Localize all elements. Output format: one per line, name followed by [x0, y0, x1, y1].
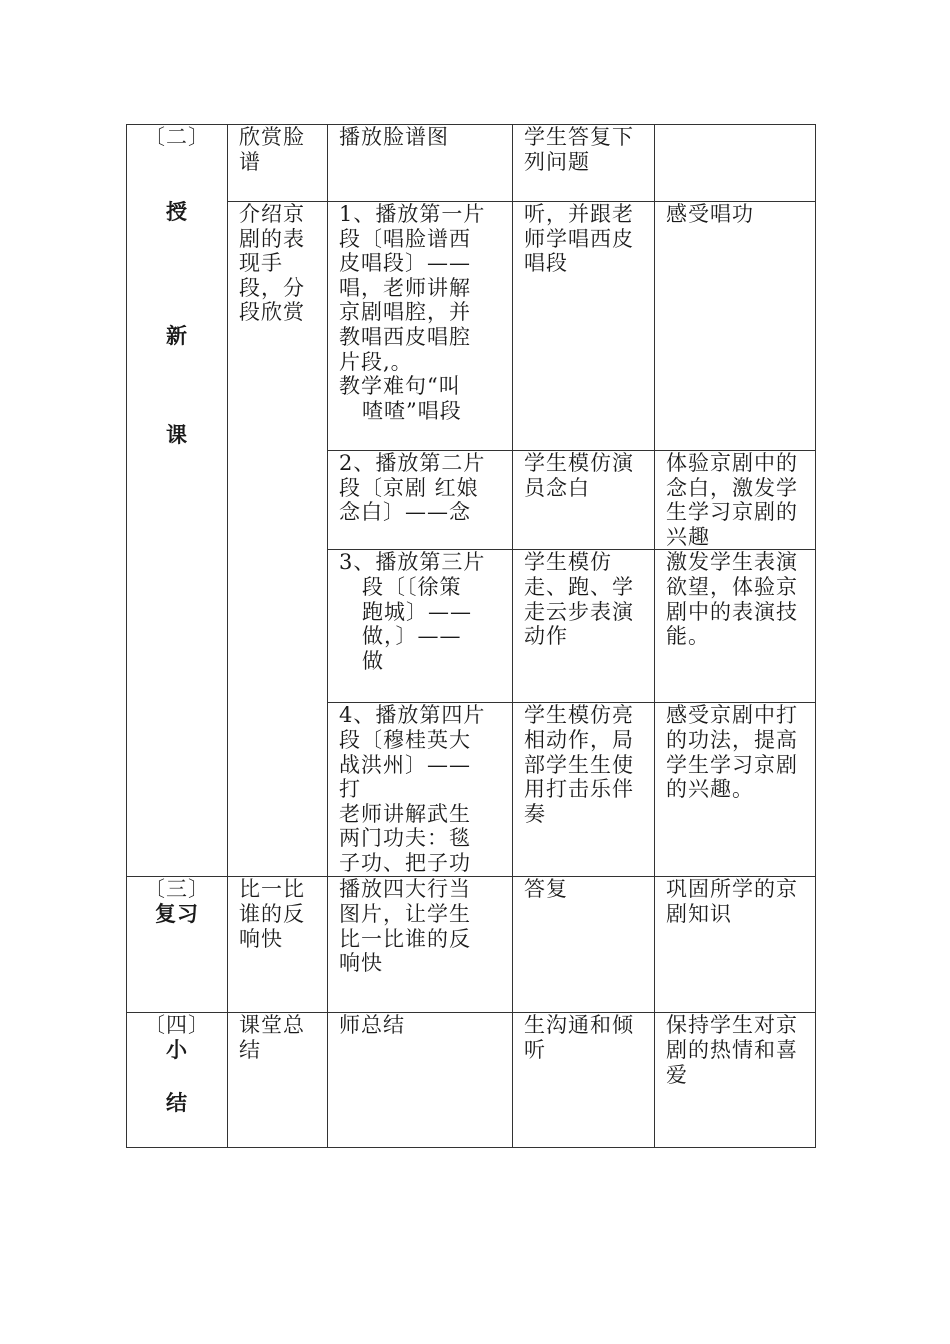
purpose-cell: [655, 125, 816, 202]
lesson-plan-table: [126, 124, 816, 1148]
content-text: 欣赏脸 谱: [239, 125, 305, 174]
teacher-activity-text: 1、播放第一片 段〔唱脸谱西 皮唱段〕—— 唱，老师讲解 京剧唱腔，并 教唱西皮唱腔 片段,。 教学难句“叫 喳喳”唱段: [339, 202, 486, 423]
table-row: [127, 1013, 816, 1148]
teacher-activity-cell: [328, 202, 513, 451]
content-cell: [228, 125, 328, 202]
student-activity-text: 学生模仿亮 相动作，局 部学生生使 用打击乐伴 奏: [524, 703, 634, 826]
teacher-activity-text: 4、播放第四片 段〔穆桂英大 战洪州〕—— 打 老师讲解武生 两门功夫：毯 子功、把子功: [339, 703, 486, 875]
student-activity-text: 听，并跟老 师学唱西皮 唱段: [524, 202, 634, 276]
table-row: [127, 202, 816, 451]
section-cell-summary: [127, 1013, 228, 1148]
student-activity-cell: [513, 1013, 655, 1148]
teacher-activity-cell: [328, 451, 513, 550]
section-title-char: 课: [166, 421, 188, 447]
content-text: 课堂总 结: [239, 1013, 305, 1062]
purpose-text: 感受京剧中打 的功法，提高 学生学习京剧 的兴趣。: [666, 703, 798, 802]
section-cell-review: [127, 877, 228, 1013]
purpose-text: 巩固所学的京 剧知识: [666, 877, 798, 926]
student-activity-cell: [513, 703, 655, 877]
student-activity-cell: [513, 125, 655, 202]
section-title-char: 小: [166, 1036, 188, 1062]
table-row: [127, 877, 816, 1013]
student-activity-text: 学生模仿 走、跑、学 走云步表演 动作: [524, 550, 634, 649]
section-title: 复习: [155, 900, 199, 926]
purpose-cell: [655, 1013, 816, 1148]
content-text: 介绍京 剧的表 现手 段，分 段欣赏: [239, 202, 305, 325]
section-cell-new-lesson: [127, 125, 228, 877]
purpose-cell: [655, 202, 816, 451]
content-cell: [228, 1013, 328, 1148]
content-text: 比一比 谁的反 响快: [239, 877, 305, 951]
section-number: 〔二〕: [144, 125, 210, 149]
section-title-char: 新: [166, 323, 188, 349]
teacher-activity-text: 播放脸谱图: [339, 125, 449, 149]
purpose-text: 体验京剧中的 念白，激发学 生学习京剧的 兴趣: [666, 451, 798, 549]
purpose-cell: [655, 703, 816, 877]
student-activity-cell: [513, 451, 655, 550]
teacher-activity-text: 师总结: [339, 1013, 405, 1038]
teacher-activity-text: 播放四大行当 图片，让学生 比一比谁的反 响快: [339, 877, 471, 976]
student-activity-cell: [513, 550, 655, 703]
purpose-text: 感受唱功: [666, 202, 754, 226]
purpose-text: 保持学生对京 剧的热情和喜 爱: [666, 1013, 798, 1087]
student-activity-cell: [513, 202, 655, 451]
purpose-cell: [655, 451, 816, 550]
student-activity-text: 答复: [524, 877, 568, 902]
teacher-activity-cell: [328, 877, 513, 1013]
student-activity-text: 学生模仿演 员念白: [524, 451, 634, 500]
purpose-cell: [655, 877, 816, 1013]
student-activity-text: 学生答复下 列问题: [524, 125, 634, 174]
table-row: [127, 125, 816, 202]
teacher-activity-cell: [328, 550, 513, 703]
teacher-activity-text: 3、播放第三片 段〔〔徐策 跑城〕—— 做，〕—— 做: [339, 550, 486, 673]
student-activity-cell: [513, 877, 655, 1013]
content-cell: [228, 202, 328, 877]
teacher-activity-cell: [328, 703, 513, 877]
student-activity-text: 生沟通和倾 听: [524, 1013, 634, 1062]
teacher-activity-cell: [328, 125, 513, 202]
teacher-activity-cell: [328, 1013, 513, 1148]
teacher-activity-text: 2、播放第二片 段〔京剧 红娘 念白〕——念: [339, 451, 486, 525]
section-title-char: 授: [166, 198, 188, 224]
content-cell: [228, 877, 328, 1013]
section-title-char: 结: [166, 1089, 188, 1115]
purpose-cell: [655, 550, 816, 703]
section-number: 〔三〕: [144, 877, 210, 902]
section-number: 〔四〕: [144, 1013, 210, 1038]
purpose-text: 激发学生表演 欲望，体验京 剧中的表演技 能。: [666, 550, 798, 649]
